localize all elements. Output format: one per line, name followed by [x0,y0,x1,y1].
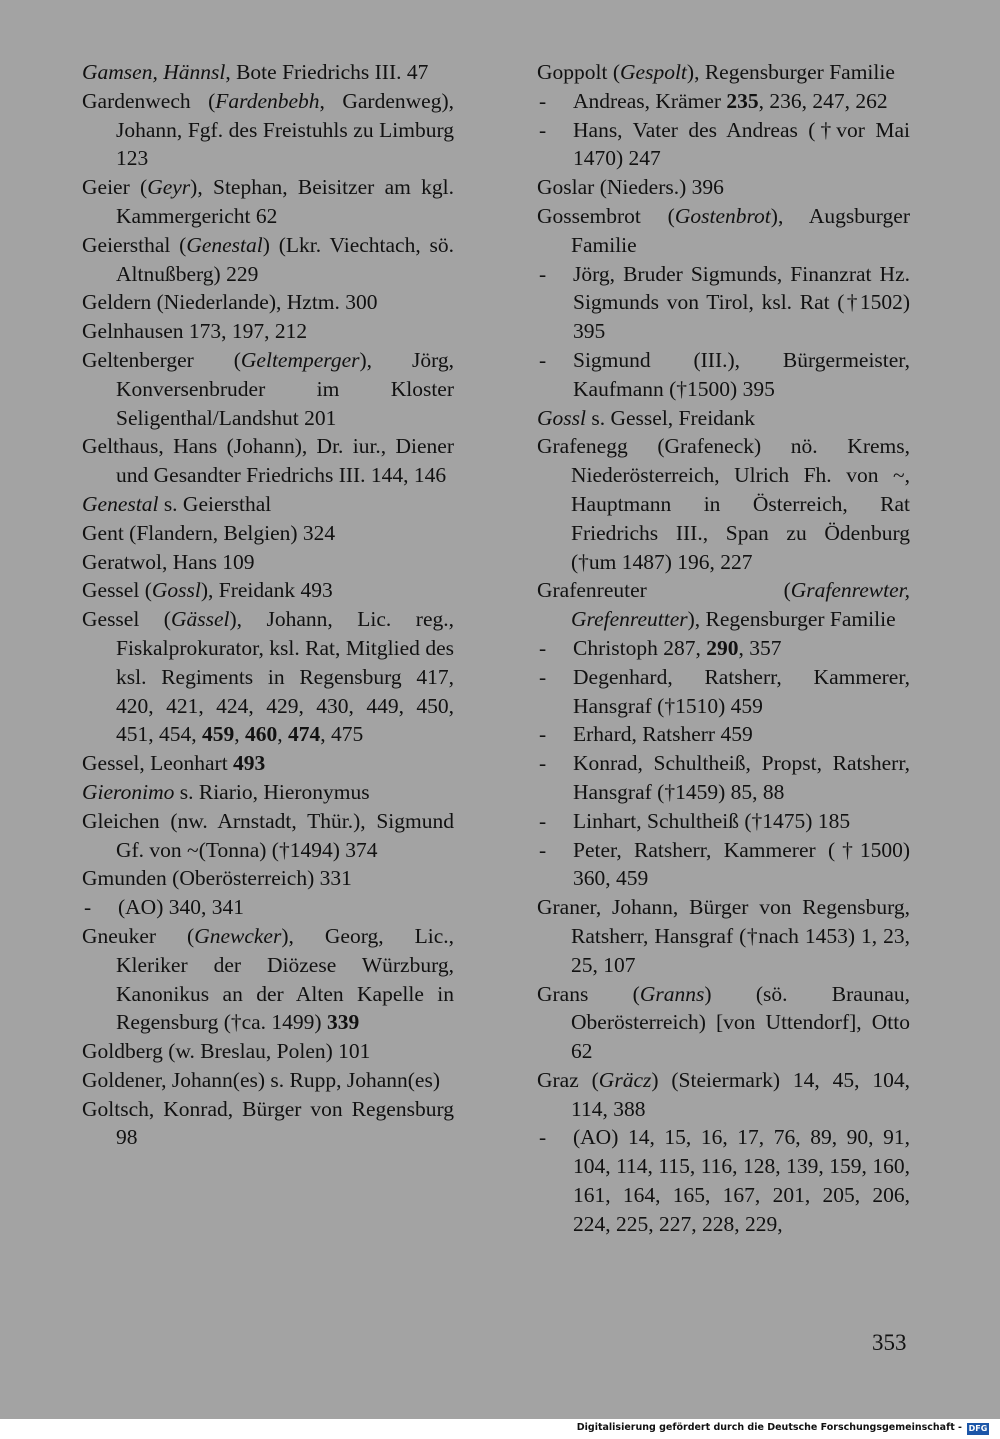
index-entry [82,807,454,865]
index-subentry [537,1123,910,1238]
index-entry [537,576,910,634]
index-subentry [537,807,910,836]
index-entry [82,548,454,577]
entry-text: Grafenegg (Grafeneck) nö. Krems, Niederösterreich, Ulrich Fh. von ~, Hauptmann in Österreich, Rat Friedrichs III., Span zu Ödenburg (†um 1487) 196, 227 [537,434,910,574]
entry-text: Graner, Johann, Bürger von Regensburg, Ratsherr, Hansgraf (†nach 1453) 1, 23, 25, 107 [537,895,910,977]
index-entry [82,288,454,317]
entry-text: Geiersthal (Genestal) (Lkr. Viechtach, sö. Altnußberg) 229 [82,232,454,286]
index-entry [82,231,454,289]
index-entry [537,893,910,979]
entry-text: Gardenwech (Fardenbebh, Gardenweg), Johann, Fgf. des Freistuhls zu Limburg 123 [82,88,454,171]
subentry-dash: - [539,1125,547,1150]
entry-text: Linhart, Schultheiß (†1475) 185 [573,808,851,833]
index-entry [82,605,454,749]
entry-text: Erhard, Ratsherr 459 [573,722,753,747]
entry-text: Gessel (Gässel), Johann, Lic. reg., Fiskalprokurator, ksl. Rat, Mitglied des ksl. Regiments in Regensburg 417, 420, 421, 424, 429, 430, 449, 450, 451, 454, 459, 460, 474, 475 [82,607,454,747]
entry-text: Christoph 287, 290, 357 [573,635,782,660]
entry-text: Grans (Granns) (sö. Braunau, Oberösterreich) [von Uttendorf], Otto 62 [537,981,910,1064]
index-subentry [537,836,910,894]
entry-text: Goldberg (w. Breslau, Polen) 101 [82,1039,371,1064]
index-entry [537,173,910,202]
index-subentry [537,663,910,721]
index-subentry [537,749,910,807]
entry-text: Geier (Geyr), Stephan, Beisitzer am kgl. Kammergericht 62 [82,175,454,228]
entry-text: Graz (Gräcz) (Steiermark) 14, 45, 104, 114, 388 [537,1067,910,1121]
index-entry [82,1037,454,1066]
index-entry [82,432,454,490]
entry-text: Jörg, Bruder Sigmunds, Finanzrat Hz. Sigmunds von Tirol, ksl. Rat (†1502) 395 [573,261,910,344]
page-number: 353 [872,1330,907,1355]
entry-text: Andreas, Krämer 235, 236, 247, 262 [573,88,888,113]
entry-text: Gent (Flandern, Belgien) 324 [82,520,336,545]
subentry-dash: - [539,664,547,689]
subentry-dash: - [539,261,547,286]
subentry-dash: - [539,635,547,660]
entry-text: Hans, Vater des Andreas (†vor Mai 1470) 247 [573,117,910,171]
index-entry [537,432,910,576]
footer-text: Digitalisierung gefördert durch die Deutsche Forschungsgemeinschaft - [576,1422,962,1433]
index-entry [82,576,454,605]
entry-text: Geratwol, Hans 109 [82,549,255,574]
index-subentry [537,720,910,749]
index-subentry [537,87,910,116]
index-subentry [537,634,910,663]
dfg-logo: DFG [968,1424,988,1433]
entry-text: Gieronimo s. Riario, Hieronymus [82,779,370,804]
entry-text: Gleichen (nw. Arnstadt, Thür.), Sigmund Gf. von ~(Tonna) (†1494) 374 [82,808,454,862]
entry-text: Gossembrot (Gostenbrot), Augsburger Familie [537,203,910,257]
subentry-dash: - [539,117,547,142]
index-subentry [537,260,910,346]
entry-text: Konrad, Schultheiß, Propst, Ratsherr, Hansgraf (†1459) 85, 88 [573,751,910,804]
entry-text: Geldern (Niederlande), Hztm. 300 [82,290,378,315]
index-entry [82,922,454,1037]
index-column-left [82,58,454,1152]
index-entry [82,519,454,548]
entry-text: Gamsen, Hännsl, Bote Friedrichs III. 47 [82,60,429,84]
entry-text: (AO) 14, 15, 16, 17, 76, 89, 90, 91, 104, 114, 115, 116, 128, 139, 159, 160, 161, 164, 165, 167, 201, 205, 206, 224, 225, 227, 228, 229, [573,1125,910,1236]
index-entry [82,749,454,778]
digitization-footer [0,1419,1000,1439]
index-entry [82,1066,454,1095]
entry-text: Gessel, Leonhart 493 [82,751,266,776]
entry-text: Sigmund (III.), Bürgermeister, Kaufmann (†1500) 395 [573,347,910,401]
index-entry [82,490,454,519]
index-entry [82,778,454,807]
entry-text: Goltsch, Konrad, Bürger von Regensburg 98 [82,1096,454,1150]
entry-text: Degenhard, Ratsherr, Kammerer, Hansgraf (†1510) 459 [573,664,910,718]
index-entry [537,404,910,433]
entry-text: Gossl s. Gessel, Freidank [537,405,755,430]
index-entry [82,864,454,893]
entry-text: Gneuker (Gnewcker), Georg, Lic., Kleriker der Diözese Würzburg, Kanonikus an der Alten Kapelle in Regensburg (†ca. 1499) 339 [82,923,454,1035]
entry-text: (AO) 340, 341 [118,895,244,920]
subentry-dash: - [84,895,92,920]
index-entry [537,980,910,1066]
entry-text: Gelthaus, Hans (Johann), Dr. iur., Diener und Gesandter Friedrichs III. 144, 146 [82,434,454,488]
entry-text: Gessel (Gossl), Freidank 493 [82,578,333,603]
index-subentry [82,893,454,922]
index-entry [537,202,910,260]
index-entry [82,346,454,432]
index-entry [82,58,454,87]
subentry-dash: - [539,808,547,833]
entry-text: Peter, Ratsherr, Kammerer (†1500) 360, 459 [573,837,910,891]
entry-text: Gelnhausen 173, 197, 212 [82,319,308,344]
subentry-dash: - [539,88,547,113]
index-entry [82,87,454,173]
entry-text: Genestal s. Geiersthal [82,491,272,516]
subentry-dash: - [539,837,547,862]
index-column-right [537,58,910,1239]
subentry-dash: - [539,751,547,776]
index-subentry [537,346,910,404]
entry-text: Gmunden (Oberösterreich) 331 [82,866,352,891]
entry-text: Grafenreuter (Grafenrewter, Grefenreutter), Regensburger Familie [537,578,910,632]
entry-text: Goslar (Nieders.) 396 [537,175,724,200]
index-subentry [537,116,910,174]
index-entry [537,58,910,87]
index-entry [537,1066,910,1124]
entry-text: Geltenberger (Geltemperger), Jörg, Konversenbruder im Kloster Seligenthal/Landshut 201 [82,347,454,430]
subentry-dash: - [539,722,547,747]
index-entry [82,317,454,346]
subentry-dash: - [539,347,547,372]
entry-text: Goldener, Johann(es) s. Rupp, Johann(es) [82,1067,440,1092]
index-entry [82,173,454,231]
entry-text: Goppolt (Gespolt), Regensburger Familie [537,60,895,84]
index-entry [82,1095,454,1153]
